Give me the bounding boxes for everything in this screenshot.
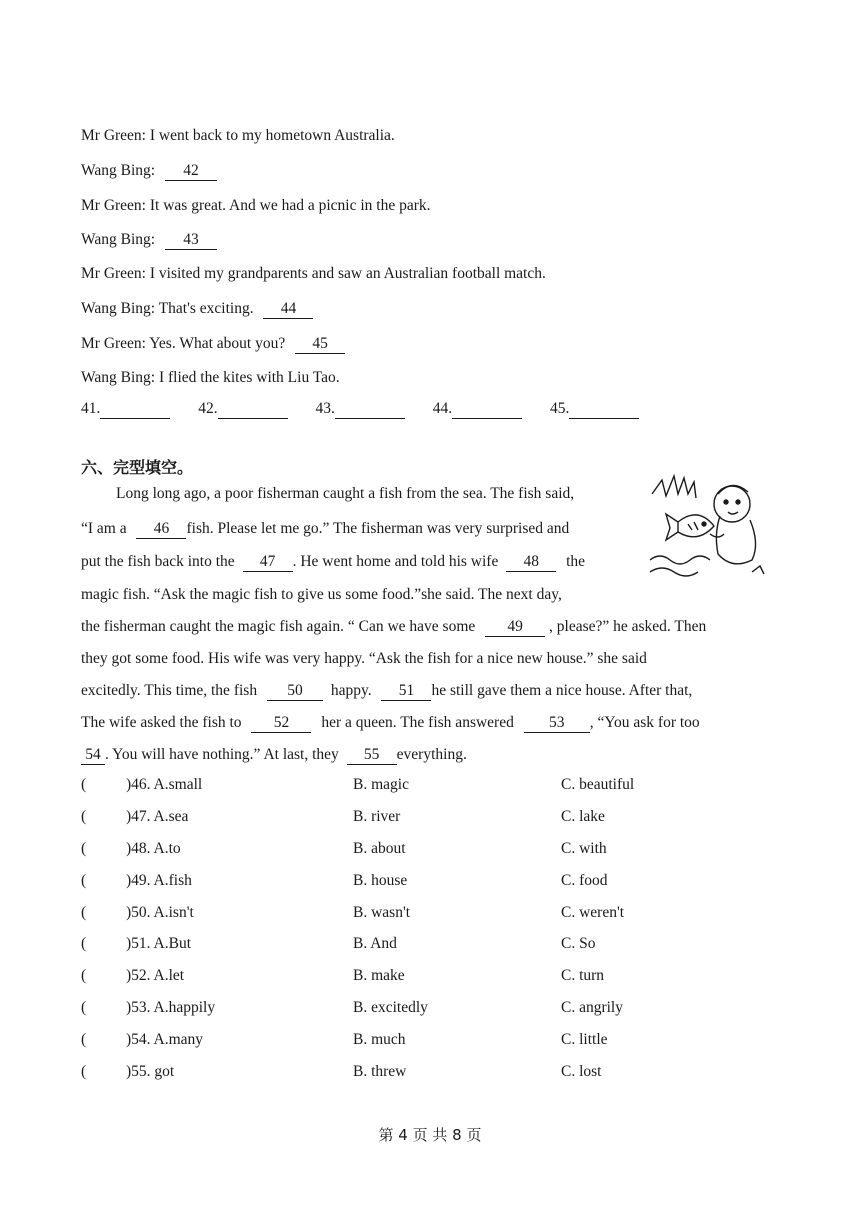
blank-47: 47 bbox=[243, 553, 293, 572]
option-c: C. angrily bbox=[561, 999, 623, 1016]
blank-53: 53 bbox=[524, 714, 590, 733]
answer-blank-42[interactable]: 42. bbox=[198, 400, 287, 419]
dialogue-text: Mr Green: It was great. And we had a picnic in the park. bbox=[81, 197, 431, 214]
option-a: )55. got bbox=[126, 1063, 175, 1080]
speaker-label: Wang Bing: bbox=[81, 162, 156, 179]
blank-51: 51 bbox=[381, 682, 431, 701]
blank-45: 45 bbox=[295, 335, 345, 354]
section-title: 六、完型填空。 bbox=[81, 458, 194, 477]
blank-49: 49 bbox=[485, 618, 545, 637]
dialogue-line-1 bbox=[81, 127, 395, 145]
option-a: )50. A.isn't bbox=[126, 904, 194, 921]
passage-line-2: “I am a 46 fish. Please let me go.” The fisherman was very surprised and bbox=[81, 520, 570, 537]
passage-line-4: magic fish. “Ask the magic fish to give us some food.”she said. The next day, bbox=[81, 586, 562, 603]
option-a: )52. A.let bbox=[126, 967, 185, 984]
option-c: C. lost bbox=[561, 1063, 602, 1080]
answer-paren[interactable]: ( bbox=[81, 904, 87, 921]
option-row-49 bbox=[81, 872, 721, 892]
blank-48: 48 bbox=[506, 553, 556, 572]
option-a: )46. A.small bbox=[126, 776, 203, 793]
dialogue-line-6 bbox=[81, 300, 313, 319]
answer-paren[interactable]: ( bbox=[81, 808, 87, 825]
dialogue-line-2 bbox=[81, 162, 217, 181]
option-c: C. turn bbox=[561, 967, 605, 984]
option-c: C. So bbox=[561, 935, 596, 952]
blank-50: 50 bbox=[267, 682, 323, 701]
option-b: B. magic bbox=[353, 776, 409, 793]
option-b: B. make bbox=[353, 967, 405, 984]
dialogue-text: Wang Bing: I flied the kites with Liu Tao. bbox=[81, 369, 340, 386]
answer-paren[interactable]: ( bbox=[81, 872, 87, 889]
page-number: 第 4 页 共 8 页 bbox=[378, 1126, 482, 1144]
answer-blank-44[interactable]: 44. bbox=[433, 400, 522, 419]
answer-blanks-row bbox=[81, 400, 663, 419]
fisherman-with-fish-icon bbox=[648, 474, 768, 582]
option-row-53 bbox=[81, 999, 721, 1019]
option-row-50 bbox=[81, 904, 721, 924]
dialogue-text: Wang Bing: That's exciting. bbox=[81, 300, 254, 317]
option-b: B. about bbox=[353, 840, 406, 857]
option-c: C. beautiful bbox=[561, 776, 635, 793]
answer-paren[interactable]: ( bbox=[81, 967, 87, 984]
dialogue-line-7 bbox=[81, 335, 345, 354]
option-a: )47. A.sea bbox=[126, 808, 189, 825]
blank-42: 42 bbox=[165, 162, 217, 181]
option-c: C. little bbox=[561, 1031, 608, 1048]
blank-44: 44 bbox=[263, 300, 313, 319]
passage-line-5: the fisherman caught the magic fish again. “ Can we have some 49 , please?” he asked. Then bbox=[81, 618, 707, 635]
answer-paren[interactable]: ( bbox=[81, 1063, 87, 1080]
option-a: )48. A.to bbox=[126, 840, 181, 857]
passage-line-7: excitedly. This time, the fish 50 happy. 51 he still gave them a nice house. After that, bbox=[81, 682, 693, 699]
passage-line-6: they got some food. His wife was very happy. “Ask the fish for a nice new house.” she said bbox=[81, 650, 647, 667]
dialogue-line-4 bbox=[81, 231, 217, 250]
answer-blank-41[interactable]: 41. bbox=[81, 400, 170, 419]
option-b: B. much bbox=[353, 1031, 406, 1048]
answer-paren[interactable]: ( bbox=[81, 1031, 87, 1048]
dialogue-line-3 bbox=[81, 197, 431, 215]
answer-blank-45[interactable]: 45. bbox=[550, 400, 639, 419]
option-row-54 bbox=[81, 1031, 721, 1051]
blank-43: 43 bbox=[165, 231, 217, 250]
blank-55: 55 bbox=[347, 746, 397, 765]
dialogue-text: Mr Green: I went back to my hometown Australia. bbox=[81, 127, 395, 144]
option-row-48 bbox=[81, 840, 721, 860]
option-b: B. house bbox=[353, 872, 408, 889]
blank-52: 52 bbox=[251, 714, 311, 733]
speaker-label: Wang Bing: bbox=[81, 231, 156, 248]
answer-paren[interactable]: ( bbox=[81, 935, 87, 952]
option-a: )54. A.many bbox=[126, 1031, 204, 1048]
option-row-46 bbox=[81, 776, 721, 796]
option-a: )53. A.happily bbox=[126, 999, 216, 1016]
option-b: B. river bbox=[353, 808, 401, 825]
blank-54: 54 bbox=[81, 746, 105, 765]
option-b: B. wasn't bbox=[353, 904, 411, 921]
option-b: B. threw bbox=[353, 1063, 407, 1080]
option-row-51 bbox=[81, 935, 721, 955]
passage-line-9: 54 . You will have nothing.” At last, they 55 everything. bbox=[81, 746, 467, 765]
passage-line-8: The wife asked the fish to 52 her a queen. The fish answered 53 , “You ask for too bbox=[81, 714, 700, 731]
answer-paren[interactable]: ( bbox=[81, 840, 87, 857]
option-row-55 bbox=[81, 1063, 721, 1083]
option-c: C. with bbox=[561, 840, 607, 857]
option-b: B. excitedly bbox=[353, 999, 428, 1016]
dialogue-line-5 bbox=[81, 265, 546, 283]
answer-paren[interactable]: ( bbox=[81, 999, 87, 1016]
option-c: C. food bbox=[561, 872, 608, 889]
option-c: C. weren't bbox=[561, 904, 625, 921]
option-b: B. And bbox=[353, 935, 397, 952]
option-a: )49. A.fish bbox=[126, 872, 192, 889]
dialogue-line-8 bbox=[81, 369, 340, 387]
dialogue-text: Mr Green: Yes. What about you? bbox=[81, 335, 286, 352]
option-row-47 bbox=[81, 808, 721, 828]
passage-line-3: put the fish back into the 47 . He went home and told his wife 48 the bbox=[81, 553, 586, 570]
option-row-52 bbox=[81, 967, 721, 987]
answer-paren[interactable]: ( bbox=[81, 776, 87, 793]
blank-46: 46 bbox=[136, 520, 186, 539]
option-a: )51. A.But bbox=[126, 935, 192, 952]
dialogue-text: Mr Green: I visited my grandparents and saw an Australian football match. bbox=[81, 265, 546, 282]
option-c: C. lake bbox=[561, 808, 605, 825]
answer-blank-43[interactable]: 43. bbox=[316, 400, 405, 419]
passage-line-1: Long long ago, a poor fisherman caught a fish from the sea. The fish said, bbox=[116, 485, 575, 502]
